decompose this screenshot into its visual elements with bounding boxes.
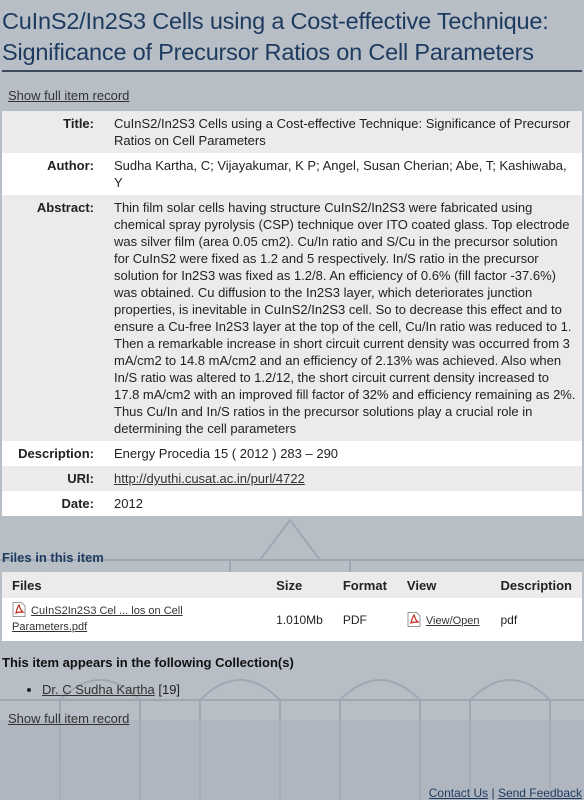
metadata-row-uri [2, 466, 582, 491]
pdf-icon [12, 602, 26, 617]
metadata-row-abstract [2, 195, 582, 441]
footer-separator: | [491, 786, 495, 800]
show-full-record-link-bottom[interactable]: Show full item record [8, 711, 130, 726]
files-section-title: Files in this item [2, 550, 104, 565]
collection-link[interactable]: Dr. C Sudha Kartha [42, 682, 155, 697]
metadata-table [2, 111, 582, 516]
description-label: Description: [18, 446, 94, 461]
files-header-row [2, 572, 582, 598]
title-divider [2, 70, 582, 72]
view-open-link[interactable]: View/Open [425, 615, 480, 627]
collections-list [0, 682, 584, 697]
file-row [2, 598, 582, 641]
description-value: Energy Procedia 15 ( 2012 ) 283 – 290 [114, 446, 339, 461]
contact-us-link[interactable]: Contact Us [428, 786, 489, 800]
abstract-label: Abstract: [36, 200, 94, 215]
metadata-row-description [2, 441, 582, 466]
uri-label: URI: [67, 471, 94, 486]
format-col-header: Format [333, 572, 397, 598]
show-full-record-link[interactable]: Show full item record [8, 88, 130, 103]
abstract-value: Thin film solar cells having structure CuInS2/In2S3 were fabricated using chemical spray pyrolysis (CSP) technique over ITO coated glass. Top electrode was silver film (area 0.05 cm2). Cu/In ratio and S/Cu in the precursor solution for CuInS2 were fixed as 1.2 and 5 respectively. In/S ratio in the precursor solution for In2S3 was fixed as 1.2/8. An efficiency of 0.6% (fill factor -37.6%) was obtained. Cu diffusion to the In2S3 layer, which deteriorates junction properties, is inevitable in CuInS2/In2S3 cell. So to decrease this effect and to ensure a Cu-free In2S3 layer at the top of the cell, Cu/In ratio was reduced to 1. Then a remarkable increase in short circuit current density was occurred from 3 mA/cm2 to 14.8 mA/cm2 and an efficiency of 2.13% was achieved. Also when In/S ratio was altered to 1.2/12, the short circuit current density increased to 17.8 mA/cm2 with an improved fill factor of 32% and efficiency remaining as 2%. Thus Cu/In and In/S ratios in the precursor solutions play a crucial role in determining the cell parameters [114, 200, 576, 436]
title-value: CuInS2/In2S3 Cells using a Cost-effective Technique: Significance of Precursor Ratios on Cell Parameters [114, 116, 571, 148]
date-label: Date: [61, 496, 94, 511]
file-size: 1.010Mb [266, 598, 333, 641]
metadata-row-author [2, 153, 582, 195]
date-value: 2012 [114, 496, 143, 511]
file-format: PDF [333, 598, 397, 641]
description-col-header: Description [490, 572, 582, 598]
size-col-header: Size [266, 572, 333, 598]
pdf-icon [407, 612, 421, 627]
files-col-header: Files [2, 572, 266, 598]
footer [429, 786, 582, 800]
list-item [42, 682, 584, 697]
collections-title: This item appears in the following Collection(s) [2, 655, 294, 670]
files-table [2, 572, 582, 641]
author-value: Sudha Kartha, C; Vijayakumar, K P; Angel, Susan Cherian; Abe, T; Kashiwaba, Y [114, 158, 567, 190]
view-col-header: View [397, 572, 491, 598]
title-label: Title: [63, 116, 94, 131]
uri-link[interactable]: http://dyuthi.cusat.ac.in/purl/4722 [114, 471, 305, 486]
page-title: CuInS2/In2S3 Cells using a Cost-effective Technique: Significance of Precursor Ratios on Cell Parameters [2, 8, 549, 65]
metadata-row-date [2, 491, 582, 516]
send-feedback-link[interactable]: Send Feedback [497, 786, 582, 800]
file-description: pdf [490, 598, 582, 641]
file-name-link[interactable]: CuInS2In2S3 Cel ... los on Cell Parameters.pdf [12, 605, 183, 633]
author-label: Author: [47, 158, 94, 173]
collection-count: [19] [158, 682, 181, 697]
metadata-row-title [2, 111, 582, 153]
